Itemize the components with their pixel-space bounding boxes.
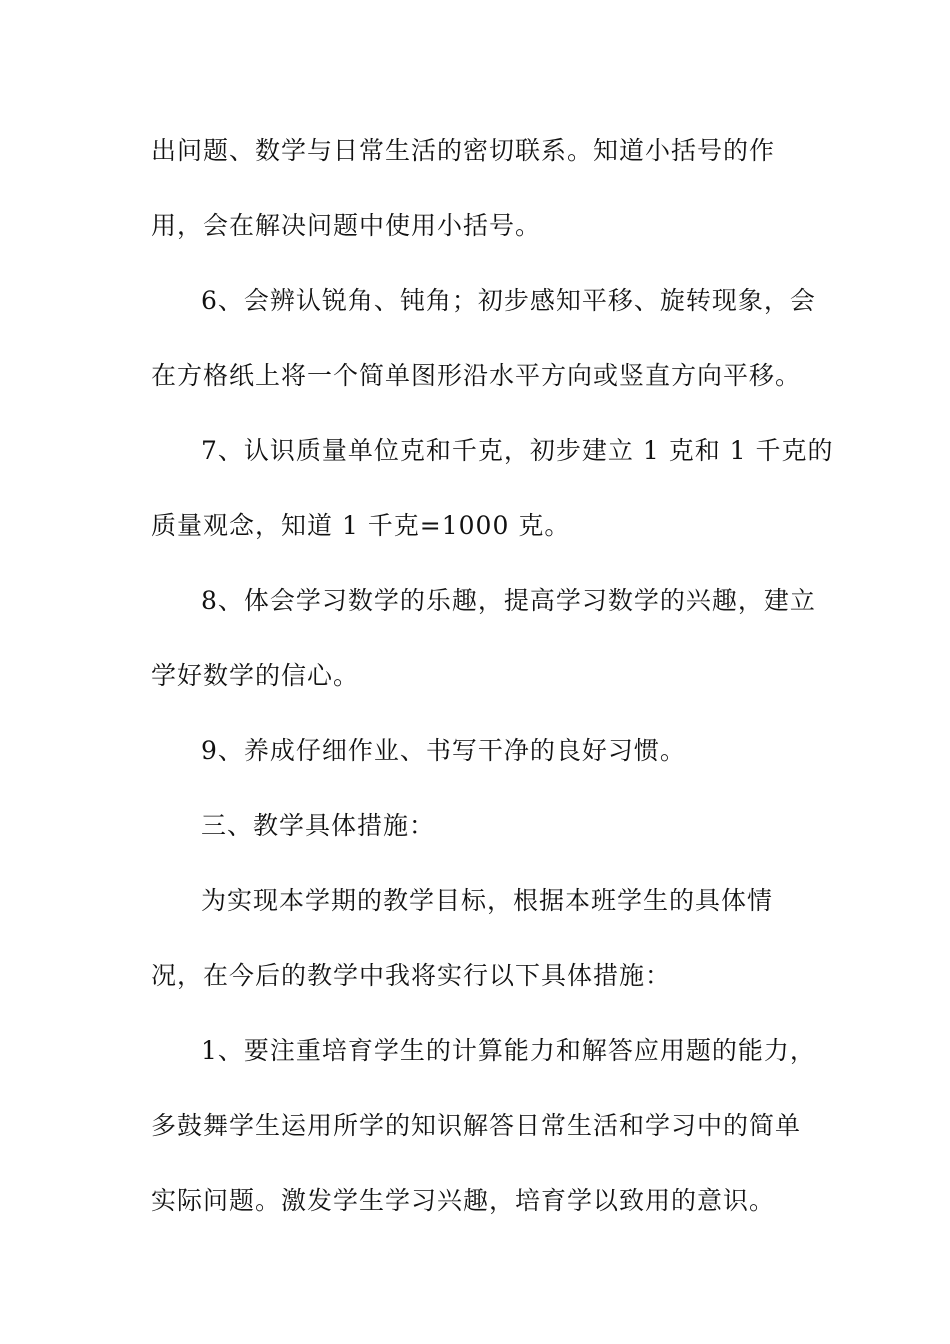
text-line: 学好数学的信心。: [151, 661, 360, 690]
text-line: 6、会辨认锐角、钝角；初步感知平移、旋转现象，会: [201, 286, 816, 315]
text-line: 为实现本学期的教学目标，根据本班学生的具体情: [201, 886, 774, 915]
text-line: 多鼓舞学生运用所学的知识解答日常生活和学习中的简单: [151, 1111, 802, 1140]
text-line: 实际问题。激发学生学习兴趣，培育学以致用的意识。: [151, 1186, 776, 1215]
text-line: 用，会在解决问题中使用小括号。: [151, 211, 542, 240]
text-line: 质量观念，知道 1 千克=1000 克。: [151, 511, 571, 540]
text-line: 8、体会学习数学的乐趣，提高学习数学的兴趣，建立: [201, 586, 816, 615]
text-line: 9、养成仔细作业、书写干净的良好习惯。: [201, 736, 686, 765]
text-line: 1、要注重培育学生的计算能力和解答应用题的能力，: [201, 1036, 816, 1065]
text-line: 况，在今后的教学中我将实行以下具体措施：: [151, 961, 672, 990]
text-line: 在方格纸上将一个简单图形沿水平方向或竖直方向平移。: [151, 361, 802, 390]
text-line: 7、认识质量单位克和千克，初步建立 1 克和 1 千克的: [201, 436, 834, 465]
text-line: 出问题、数学与日常生活的密切联系。知道小括号的作: [151, 136, 776, 165]
section-heading: 三、教学具体措施：: [201, 811, 436, 840]
